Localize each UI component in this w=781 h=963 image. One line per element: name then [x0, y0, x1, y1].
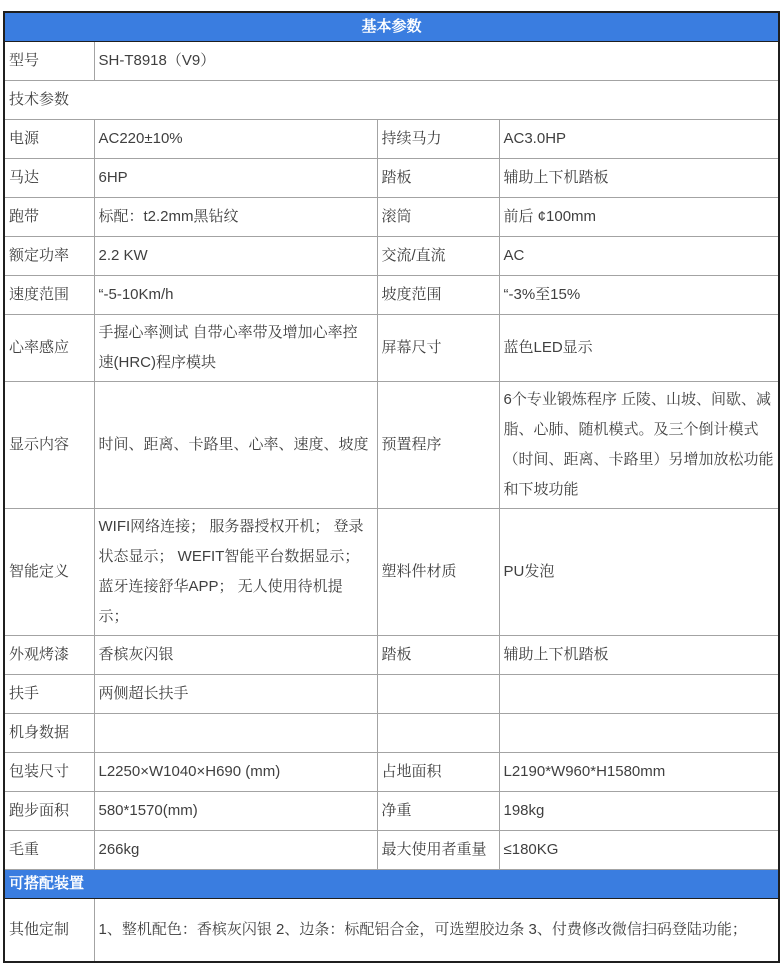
spec-value: 辅助上下机踏板 [499, 636, 779, 675]
table-row [4, 509, 779, 636]
table-row [4, 831, 779, 870]
spec-value: AC [499, 237, 779, 276]
spec-value: 手握心率测试 自带心率带及增加心率控速(HRC)程序模块 [94, 315, 377, 382]
spec-label: 电源 [4, 120, 94, 159]
spec-label: 其他定制 [4, 899, 94, 963]
spec-value: WIFI网络连接； 服务器授权开机； 登录状态显示； WEFIT智能平台数据显示； 蓝牙连接舒华APP； 无人使用待机提示； [94, 509, 377, 636]
table-row [4, 198, 779, 237]
spec-label: 占地面积 [377, 753, 499, 792]
full-width-label-row [4, 81, 779, 120]
spec-value [499, 714, 779, 753]
spec-value [499, 675, 779, 714]
spec-label: 毛重 [4, 831, 94, 870]
spec-label: 扶手 [4, 675, 94, 714]
spec-label: 马达 [4, 159, 94, 198]
spec-label: 显示内容 [4, 382, 94, 509]
spec-value: 266kg [94, 831, 377, 870]
spec-label: 型号 [4, 42, 94, 81]
spec-value: 两侧超长扶手 [94, 675, 377, 714]
spec-label: 塑料件材质 [377, 509, 499, 636]
spec-label: 踏板 [377, 636, 499, 675]
spec-label [377, 675, 499, 714]
spec-value: ≤180KG [499, 831, 779, 870]
label-value-row [4, 42, 779, 81]
spec-label: 预置程序 [377, 382, 499, 509]
spec-value: 6HP [94, 159, 377, 198]
table-row [4, 276, 779, 315]
spec-label: 额定功率 [4, 237, 94, 276]
spec-value: AC3.0HP [499, 120, 779, 159]
spec-value: 2.2 KW [94, 237, 377, 276]
spec-label: 跑带 [4, 198, 94, 237]
section-header-row [4, 12, 779, 42]
spec-label: 心率感应 [4, 315, 94, 382]
spec-value: 580*1570(mm) [94, 792, 377, 831]
spec-value: 辅助上下机踏板 [499, 159, 779, 198]
spec-value: 6个专业锻炼程序 丘陵、山坡、间歇、减脂、心肺、随机模式。及三个倒计模式（时间、距离、卡路里）另增加放松功能和下坡功能 [499, 382, 779, 509]
spec-label: 外观烤漆 [4, 636, 94, 675]
spec-label: 包装尺寸 [4, 753, 94, 792]
spec-label: 最大使用者重量 [377, 831, 499, 870]
spec-value: L2250×W1040×H690 (mm) [94, 753, 377, 792]
spec-value: AC220±10% [94, 120, 377, 159]
spec-label: 屏幕尺寸 [377, 315, 499, 382]
spec-label: 持续马力 [377, 120, 499, 159]
spec-value: 198kg [499, 792, 779, 831]
table-row [4, 315, 779, 382]
spec-value: “-3%至15% [499, 276, 779, 315]
spec-label: 坡度范围 [377, 276, 499, 315]
spec-label: 滚筒 [377, 198, 499, 237]
label-value-row [4, 899, 779, 963]
spec-value: 蓝色LED显示 [499, 315, 779, 382]
spec-value: 前后 ¢100mm [499, 198, 779, 237]
spec-label: 踏板 [377, 159, 499, 198]
spec-value: L2190*W960*H1580mm [499, 753, 779, 792]
table-row [4, 120, 779, 159]
section-header-row [4, 870, 779, 899]
table-row [4, 714, 779, 753]
table-row [4, 792, 779, 831]
spec-group-label: 技术参数 [4, 81, 779, 120]
spec-label: 跑步面积 [4, 792, 94, 831]
spec-label: 速度范围 [4, 276, 94, 315]
spec-table [3, 11, 780, 963]
table-row [4, 636, 779, 675]
spec-value: “-5-10Km/h [94, 276, 377, 315]
spec-value: PU发泡 [499, 509, 779, 636]
spec-label: 机身数据 [4, 714, 94, 753]
spec-value: 标配：t2.2mm黑钻纹 [94, 198, 377, 237]
table-row [4, 675, 779, 714]
spec-value: 香槟灰闪银 [94, 636, 377, 675]
spec-value: SH-T8918（V9） [94, 42, 779, 81]
table-row [4, 382, 779, 509]
spec-value: 时间、距离、卡路里、心率、速度、坡度 [94, 382, 377, 509]
spec-table-body [4, 12, 779, 962]
section-header-title: 可搭配装置 [4, 870, 779, 899]
spec-label: 净重 [377, 792, 499, 831]
spec-value: 1、整机配色：香槟灰闪银 2、边条：标配铝合金，可选塑胶边条 3、付费修改微信扫码登陆功能； [94, 899, 779, 963]
spec-label [377, 714, 499, 753]
section-header-title: 基本参数 [4, 12, 779, 42]
table-row [4, 237, 779, 276]
spec-label: 智能定义 [4, 509, 94, 636]
table-row [4, 159, 779, 198]
table-row [4, 753, 779, 792]
spec-value [94, 714, 377, 753]
spec-label: 交流/直流 [377, 237, 499, 276]
